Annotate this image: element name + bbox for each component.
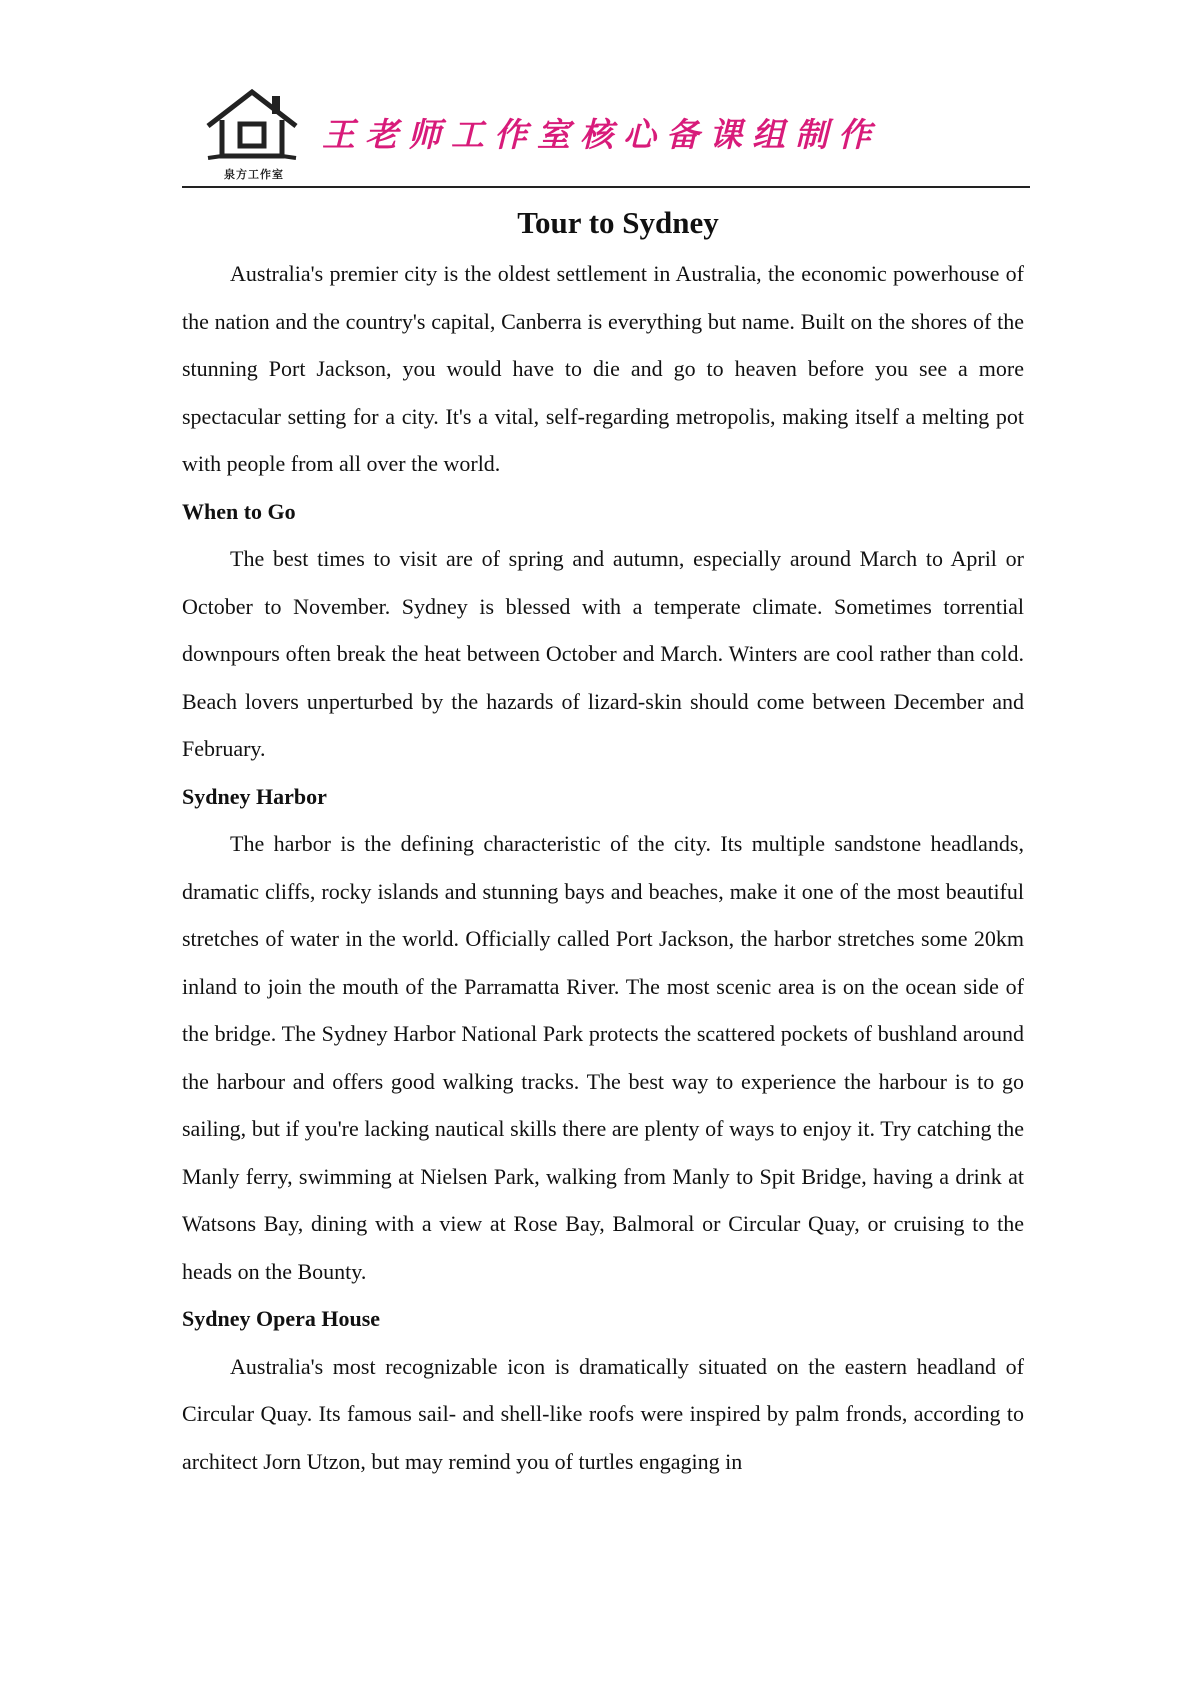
document-body [182, 196, 1024, 1485]
header-divider [182, 186, 1030, 188]
header-banner: 王老师工作室核心备课组制作 [322, 115, 881, 154]
page-header [182, 84, 1030, 188]
section-heading-sydney-harbor: Sydney Harbor [182, 783, 327, 809]
page-title: Tour to Sydney [517, 205, 719, 240]
section-heading-when-to-go: When to Go [182, 498, 296, 524]
section-body-when-to-go: The best times to visit are of spring and autumn, especially around March to April or October to November. Sydney is blessed with a temperate climate. Sometimes torrential downpours often break the heat between October and March. Winters are cool rather than cold. Beach lovers unperturbed by the hazards of lizard-skin should come between December and February. [182, 546, 1024, 761]
section-body-opera-house: Australia's most recognizable icon is dramatically situated on the eastern headland of Circular Quay. Its famous sail- and shell-like roofs were inspired by palm fronds, according to architect Jorn Utzon, but may remind you of turtles engaging in [182, 1353, 1024, 1474]
intro-paragraph: Australia's premier city is the oldest settlement in Australia, the economic powerhouse of the nation and the country's capital, Canberra is everything but name. Built on the shores of the stunning Port Jackson, you would have to die and go to heaven before you see a more spectacular setting for a city. It's a vital, self-regarding metropolis, making itself a melting pot with people from all over the world. [182, 261, 1024, 476]
section-heading-opera-house: Sydney Opera House [182, 1306, 381, 1331]
section-body-sydney-harbor: The harbor is the defining characteristic of the city. Its multiple sandstone headlands, dramatic cliffs, rocky islands and stunning bays and beaches, make it one of the most beautiful stretches of water in the world. Officially called Port Jackson, the harbor stretches some 20km inland to join the mouth of the Parramatta River. The most scenic area is on the ocean side of the bridge. The Sydney Harbor National Park protects the scattered pockets of bushland around the harbour and offers good walking tracks. The best way to experience the harbour is to go sailing, but if you're lacking nautical skills there are plenty of ways to enjoy it. Try catching the Manly ferry, swimming at Nielsen Park, walking from Manly to Spit Bridge, having a drink at Watsons Bay, dining with a view at Rose Bay, Balmoral or Circular Quay, or cruising to the heads on the Bounty. [182, 831, 1024, 1284]
logo-caption: 泉方工作室 [224, 168, 284, 181]
